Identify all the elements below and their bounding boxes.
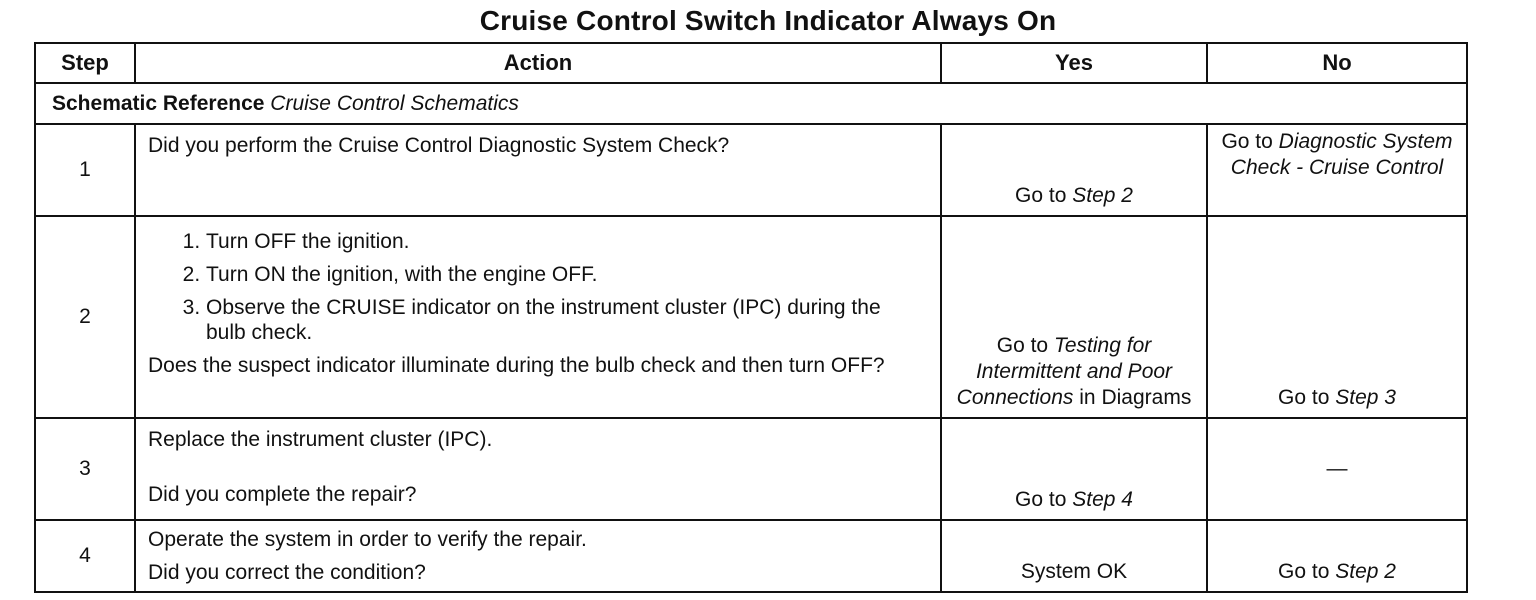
no-cell: Go to Step 3	[1207, 216, 1467, 418]
page-title: Cruise Control Switch Indicator Always On	[479, 5, 1057, 36]
reference-label: Schematic Reference	[52, 91, 265, 115]
diagnostic-table	[34, 42, 1468, 593]
header-step: Step	[35, 43, 135, 83]
instruction-text: Operate the system in order to verify the repair.	[148, 528, 587, 551]
not-applicable-dash: —	[1326, 457, 1348, 480]
list-item: 2. Turn ON the ignition, with the engine OFF.	[206, 262, 926, 287]
question-text: Did you correct the condition?	[148, 561, 426, 584]
step-number: 2	[35, 216, 135, 418]
step-number: 4	[35, 520, 135, 592]
step-link[interactable]: Step 3	[1335, 386, 1396, 409]
step-link[interactable]: Step 4	[1072, 488, 1133, 511]
no-cell	[1207, 418, 1467, 520]
testing-link[interactable]: Testing for Intermittent and Poor Connections	[956, 334, 1173, 409]
step-number: 1	[35, 124, 135, 216]
table-row	[35, 216, 1467, 418]
header-yes: Yes	[941, 43, 1207, 83]
yes-cell: Go to Step 4	[941, 418, 1207, 520]
step-link[interactable]: Step 2	[1072, 184, 1133, 207]
question-text: Did you complete the repair?	[148, 483, 417, 506]
question-text: Does the suspect indicator illuminate during the bulb check and then turn OFF?	[148, 354, 885, 377]
system-ok-text: System OK	[1020, 560, 1128, 583]
table-row	[35, 124, 1467, 216]
schematic-reference	[35, 83, 1467, 124]
table-row	[35, 520, 1467, 592]
step-number: 3	[35, 418, 135, 520]
no-cell: Go to Diagnostic System Check - Cruise Control	[1207, 124, 1467, 216]
yes-cell: Go to Step 2	[941, 124, 1207, 216]
action-cell	[135, 124, 941, 216]
table-row	[35, 418, 1467, 520]
instruction-list	[148, 229, 926, 345]
reference-link[interactable]: Cruise Control Schematics	[270, 91, 519, 115]
header-no: No	[1207, 43, 1467, 83]
action-cell	[135, 216, 941, 418]
list-item: 1. Turn OFF the ignition.	[206, 229, 926, 254]
question-text: Did you perform the Cruise Control Diagnostic System Check?	[148, 134, 730, 157]
header-action: Action	[135, 43, 941, 83]
yes-cell: Go to Testing for Intermittent and Poor Connections in Diagrams	[941, 216, 1207, 418]
header-row	[35, 43, 1467, 83]
schematic-reference-row	[35, 83, 1467, 124]
action-cell	[135, 418, 941, 520]
instruction-text: Replace the instrument cluster (IPC).	[148, 428, 493, 451]
yes-cell	[941, 520, 1207, 592]
list-item: 3. Observe the CRUISE indicator on the instrument cluster (IPC) during the bulb check.	[206, 295, 926, 345]
no-cell: Go to Step 2	[1207, 520, 1467, 592]
step-link[interactable]: Step 2	[1335, 560, 1396, 583]
action-cell	[135, 520, 941, 592]
diagnostic-check-link[interactable]: Diagnostic System Check - Cruise Control	[1230, 130, 1453, 179]
